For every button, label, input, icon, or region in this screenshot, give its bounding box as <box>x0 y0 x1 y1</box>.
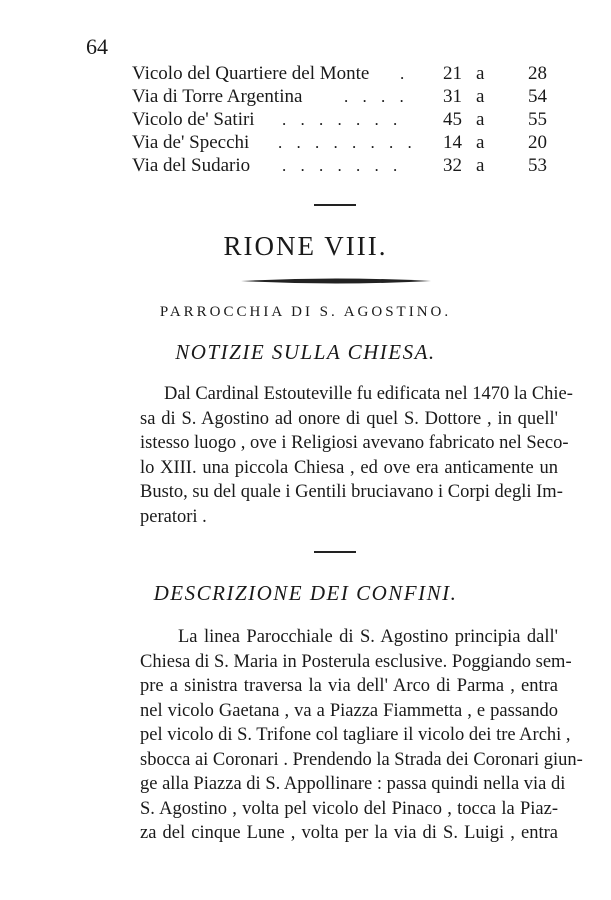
range-separator: a <box>476 109 485 130</box>
leader-dots: . <box>400 64 410 83</box>
street-row <box>132 154 547 177</box>
church-notes-heading: NOTIZIE SULLA CHIESA. <box>175 340 436 364</box>
parish-heading: PARROCCHIA DI S. AGOSTINO. <box>159 304 452 320</box>
range-separator: a <box>476 155 485 176</box>
text-line: Chiesa di S. Maria in Posterula esclusive. Poggiando sem- <box>140 651 572 672</box>
text-line: sbocca ai Coronari . Prendendo la Strada dei Coronari giun- <box>140 749 583 770</box>
text-line: sa di S. Agostino ad onore di quel S. Dottore , in quell' <box>140 408 558 429</box>
civic-number-to: 28 <box>528 63 547 84</box>
text-line: S. Agostino , volta pel vicolo del Pinaco , tocca la Piaz- <box>140 798 558 819</box>
civic-number-to: 20 <box>528 132 547 153</box>
text-line: istesso luogo , ove i Religiosi avevano fabricato nel Seco- <box>140 433 569 453</box>
civic-number-from: 21 <box>443 63 462 84</box>
section-divider <box>314 204 356 206</box>
text-line: pel vicolo di S. Trifone col tagliare il vicolo dei tre Archi , <box>140 725 571 745</box>
civic-number-from: 14 <box>443 132 462 153</box>
text-line: La linea Parocchiale di S. Agostino principia dall' <box>178 627 558 647</box>
text-line: lo XIII. una piccola Chiesa , ed ove era anticamente un <box>140 457 558 478</box>
text-line: za del cinque Lune , volta per la via di S. Luigi , entra <box>140 823 558 843</box>
text-line: pre a sinistra traversa la via dell' Arco di Parma , entra <box>140 676 558 696</box>
civic-number-from: 31 <box>443 86 462 107</box>
leader-dots: . . . . . . . <box>282 110 403 129</box>
text-line: ge alla Piazza di S. Appollinare : passa quindi nella via di <box>140 774 566 794</box>
boundaries-paragraph <box>140 625 583 846</box>
leader-dots: . . . . . . . <box>282 156 403 175</box>
text-line: nel vicolo Gaetana , va a Piazza Fiammetta , e passando <box>140 700 558 721</box>
page-number: 64 <box>86 34 108 59</box>
street-row <box>132 108 547 131</box>
text-line: Busto, su del quale i Gentili bruciavano i Corpi degli Im- <box>140 482 563 502</box>
civic-number-to: 53 <box>528 155 547 176</box>
civic-number-from: 45 <box>443 109 462 130</box>
civic-number-to: 55 <box>528 109 547 130</box>
civic-number-to: 54 <box>528 86 547 107</box>
rione-title: RIONE VIII. <box>223 231 388 261</box>
street-name: Via de' Specchi <box>132 132 250 153</box>
street-name: Vicolo de' Satiri <box>132 109 255 130</box>
street-row <box>132 62 547 85</box>
street-name: Via del Sudario <box>132 155 251 176</box>
ornamental-swell-rule <box>241 277 431 285</box>
section-divider <box>314 551 356 553</box>
street-row <box>132 85 547 108</box>
church-notes-paragraph <box>140 382 573 529</box>
range-separator: a <box>476 86 485 107</box>
street-name: Via di Torre Argentina <box>132 86 303 107</box>
civic-number-from: 32 <box>443 155 462 176</box>
range-separator: a <box>476 132 485 153</box>
street-row <box>132 131 547 154</box>
text-line: peratori . <box>140 506 207 527</box>
leader-dots: . . . . <box>344 87 409 106</box>
street-name: Vicolo del Quartiere del Monte <box>132 63 370 84</box>
boundaries-heading: DESCRIZIONE DEI CONFINI. <box>153 581 458 605</box>
leader-dots: . . . . . . . . <box>278 133 417 152</box>
street-list <box>132 62 547 177</box>
text-line: Dal Cardinal Estouteville fu edificata nel 1470 la Chie- <box>164 384 573 404</box>
range-separator: a <box>476 63 485 84</box>
